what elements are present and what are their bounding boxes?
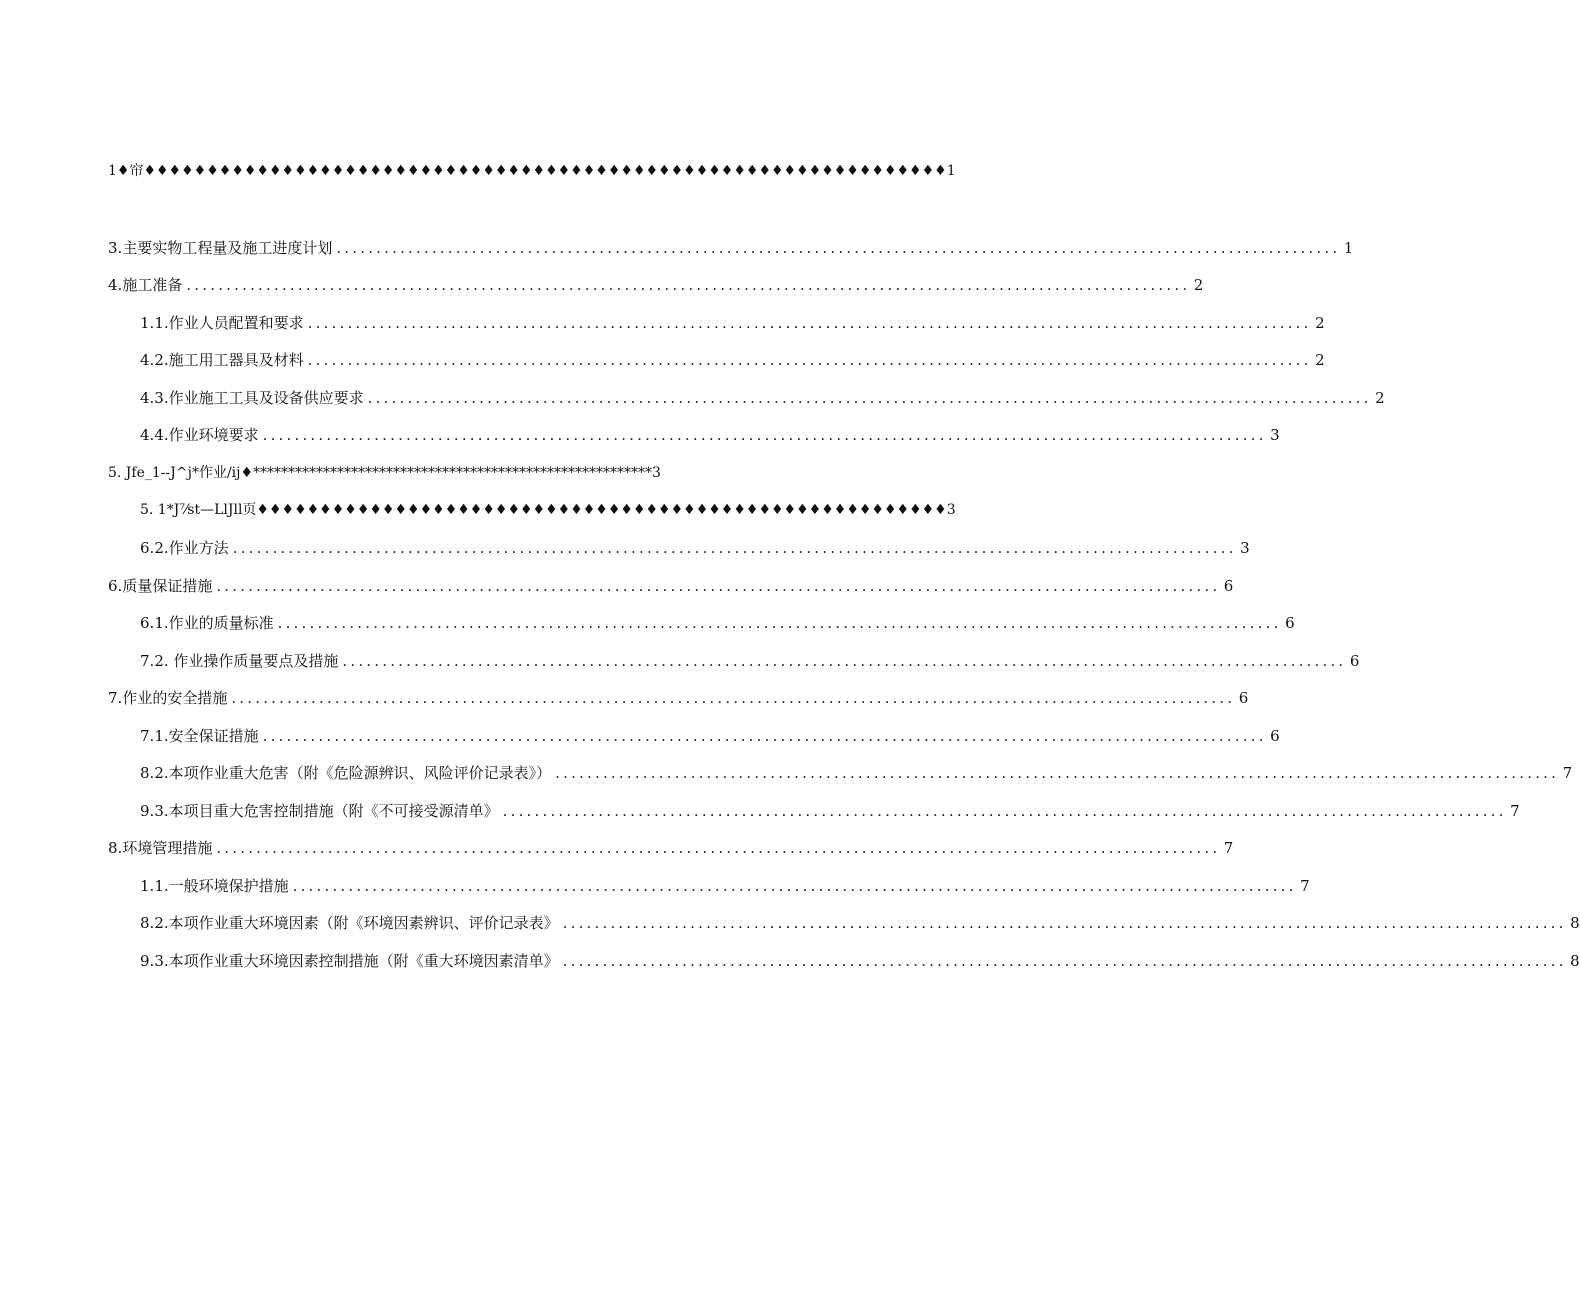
toc-leader-dots: ..............................................................................................................................	[342, 652, 1347, 670]
toc-entry[interactable]	[140, 651, 1360, 671]
toc-entry-number: 8.	[140, 914, 155, 932]
toc-entry-title: 4.3.作业施工工具及设备供应要求	[140, 389, 364, 407]
toc-entry-title: .主要实物工程量及施工进度计划	[117, 239, 333, 257]
toc-entry-page: 6	[1223, 577, 1234, 595]
toc-entry-title: 2.本项作业重大环境因素（附《环境因素辨识、评价记录表》	[154, 914, 559, 932]
toc-entry[interactable]	[108, 576, 1234, 596]
toc-entry[interactable]	[140, 763, 1573, 783]
toc-leader-dots: ..............................................................................................................................	[232, 539, 1237, 557]
toc-entry-page: 6	[1238, 689, 1249, 707]
toc-entry-page: 1	[1343, 239, 1354, 257]
toc-entry-title: 1.作业的质量标准	[154, 614, 274, 632]
toc-entry-page: 6	[1285, 614, 1295, 632]
toc-leader-dots: ..............................................................................................................................	[262, 426, 1267, 444]
toc-leader-dots: ..............................................................................................................................	[216, 839, 1221, 857]
toc-entry-page: 3	[1270, 426, 1280, 444]
toc-leader-dots: ..............................................................................................................................	[502, 802, 1507, 820]
toc-entry-title: .施工准备	[117, 276, 183, 294]
toc-entry-title: 2.本项作业重大危害（附《危险源辨识、风险评价记录表》）	[154, 764, 552, 782]
toc-entry-title: 3.本项目重大危害控制措施（附《不可接受源清单》	[154, 802, 499, 820]
toc-entry-number: 9.	[140, 802, 155, 820]
toc-leader-dots: ..............................................................................................................................	[216, 577, 1221, 595]
toc-entry[interactable]	[140, 726, 1280, 746]
toc-entry[interactable]	[108, 275, 1204, 295]
toc-entry-page: 7	[1300, 877, 1310, 895]
toc-entry-number: 4	[108, 276, 118, 294]
toc-entry-title: 2. 作业操作质量要点及措施	[154, 652, 339, 670]
toc-entry-page: 3	[1240, 539, 1250, 557]
toc-leader-dots: ..............................................................................................................................	[307, 314, 1312, 332]
toc-leader-dots: ..............................................................................................................................	[292, 877, 1297, 895]
toc-entry-page: 6	[1349, 652, 1360, 670]
toc-entry[interactable]	[140, 951, 1580, 971]
toc-entry-title: 5. Jfe_1--J^j*作业/ij♦*********************************************************3	[108, 465, 661, 481]
toc-garbled-entry[interactable]	[140, 500, 956, 520]
toc-entry-title: 4.作业环境要求	[154, 426, 259, 444]
toc-entry-number: 6.	[140, 539, 155, 557]
toc-entry-page: 8	[1570, 914, 1580, 932]
toc-entry-title: 1.作业人员配置和要求	[154, 314, 304, 332]
toc-entry-number: 4.	[140, 351, 155, 369]
toc-entry-title: 3.本项作业重大环境因素控制措施（附《重大环境因素清单》	[154, 952, 559, 970]
toc-entry-number: 9.	[140, 952, 155, 970]
toc-entry-page: 2	[1315, 314, 1325, 332]
toc-entry[interactable]	[140, 538, 1250, 558]
toc-entry-number: 4.	[140, 426, 155, 444]
toc-leader-dots: ..............................................................................................................................	[231, 689, 1236, 707]
toc-entry-page: 6	[1270, 727, 1280, 745]
toc-entry-page: 7	[1223, 839, 1234, 857]
toc-entry[interactable]	[108, 238, 1354, 258]
toc-leader-dots: ..............................................................................................................................	[555, 764, 1560, 782]
toc-entry-title: .环境管理措施	[117, 839, 213, 857]
toc-leader-dots: ..............................................................................................................................	[367, 389, 1372, 407]
toc-entry-page: 8	[1570, 952, 1580, 970]
toc-entry-page: 2	[1315, 351, 1325, 369]
toc-entry-page: 2	[1193, 276, 1204, 294]
toc-entry[interactable]	[140, 425, 1280, 445]
toc-leader-dots: ..............................................................................................................................	[186, 276, 1191, 294]
toc-entry[interactable]	[108, 838, 1234, 858]
toc-leader-dots: ..............................................................................................................................	[562, 914, 1567, 932]
toc-entry-number: 7.	[140, 652, 155, 670]
toc-entry[interactable]	[140, 313, 1325, 333]
toc-entry-number: 7	[108, 689, 118, 707]
toc-entry-title: .作业的安全措施	[117, 689, 228, 707]
toc-leader-dots: ..............................................................................................................................	[336, 239, 1341, 257]
toc-entry-page: 7	[1562, 764, 1573, 782]
toc-leader-dots: ..............................................................................................................................	[307, 351, 1312, 369]
toc-entry[interactable]	[140, 388, 1385, 408]
toc-entry-number: 3	[108, 239, 118, 257]
toc-leader-dots: ..............................................................................................................................	[277, 614, 1282, 632]
toc-entry-number: 1.	[140, 877, 155, 895]
toc-entry[interactable]	[108, 688, 1249, 708]
toc-entry-number: 1.	[140, 314, 155, 332]
toc-entry-title: .质量保证措施	[117, 577, 213, 595]
toc-entry-number: 8	[108, 839, 118, 857]
toc-entry-number: 6.	[140, 614, 155, 632]
toc-garbled-heading: 1♦帘♦♦♦♦♦♦♦♦♦♦♦♦♦♦♦♦♦♦♦♦♦♦♦♦♦♦♦♦♦♦♦♦♦♦♦♦♦♦♦♦♦♦♦♦♦♦♦♦♦♦♦♦♦♦♦♦♦♦♦♦♦♦♦♦1	[108, 163, 956, 179]
toc-entry-number: 6	[108, 577, 118, 595]
toc-entry-number: 8.	[140, 764, 155, 782]
toc-entry-number: 7.	[140, 727, 155, 745]
toc-entry[interactable]	[140, 613, 1295, 633]
toc-leader-dots: ..............................................................................................................................	[562, 952, 1567, 970]
toc-entry[interactable]	[140, 801, 1520, 821]
toc-entry-title: 2.作业方法	[154, 539, 229, 557]
toc-entry-page: 7	[1510, 802, 1520, 820]
toc-garbled-entry[interactable]	[108, 463, 661, 483]
toc-entry-page: 2	[1375, 389, 1385, 407]
toc-entry-title: 1.安全保证措施	[154, 727, 259, 745]
toc-entry-title: 5. 1*J⁷⁄st—LlJll页♦♦♦♦♦♦♦♦♦♦♦♦♦♦♦♦♦♦♦♦♦♦♦♦♦♦♦♦♦♦♦♦♦♦♦♦♦♦♦♦♦♦♦♦♦♦♦♦♦♦♦♦♦♦♦3	[140, 502, 956, 518]
toc-leader-dots: ..............................................................................................................................	[262, 727, 1267, 745]
toc-entry[interactable]	[140, 876, 1310, 896]
toc-entry-title: 2.施工用工器具及材料	[154, 351, 304, 369]
toc-entry[interactable]	[140, 913, 1580, 933]
toc-entry-title: 1.一般环境保护措施	[154, 877, 289, 895]
toc-entry[interactable]	[140, 350, 1325, 370]
